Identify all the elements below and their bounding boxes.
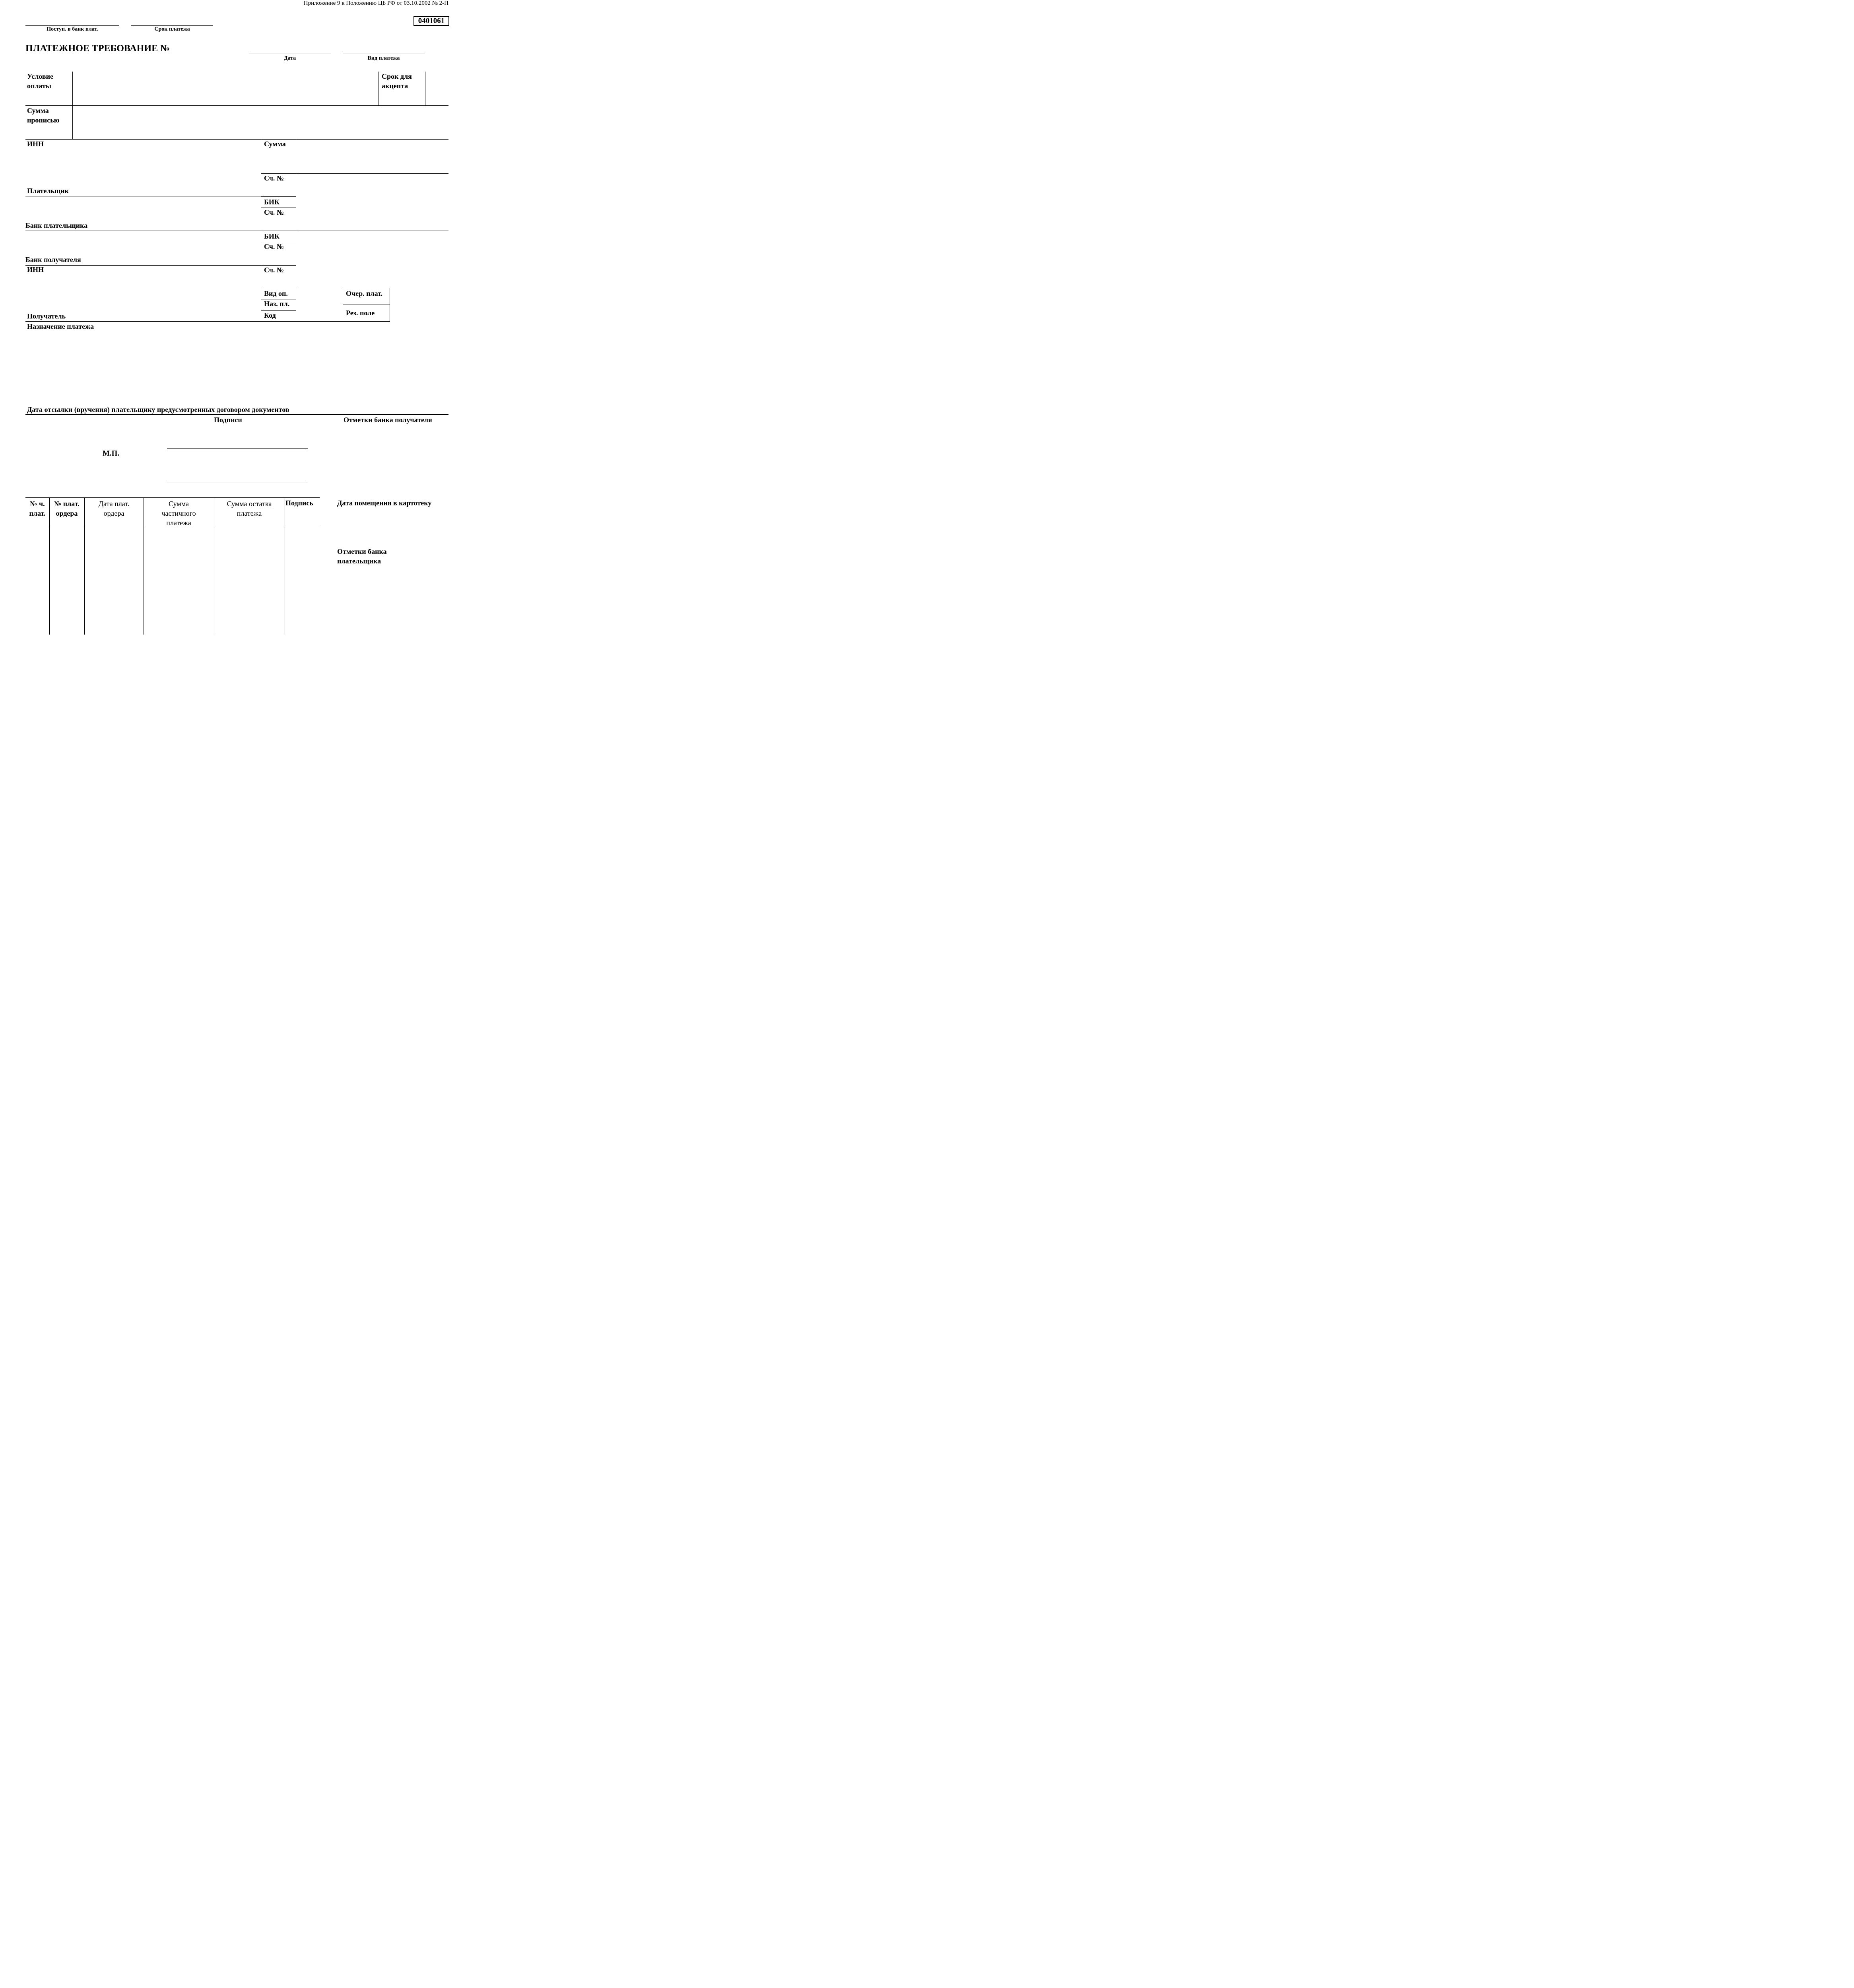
payer-account-label: Сч. № [264, 174, 284, 182]
table-header-order-number: № плат. ордера [54, 500, 80, 517]
form-title: ПЛАТЕЖНОЕ ТРЕБОВАНИЕ № [25, 43, 170, 54]
date-label: Дата [283, 55, 296, 61]
reserve-field-label: Рез. поле [346, 309, 375, 317]
table-header-part-number: № ч. плат. [29, 500, 46, 517]
priority-field[interactable] [390, 289, 448, 305]
operation-codes-field[interactable] [297, 289, 342, 321]
code-label: Код [264, 311, 276, 319]
priority-label: Очер. плат. [346, 289, 383, 297]
payment-type-label: Вид платежа [367, 55, 400, 61]
purpose-bottom-line [25, 414, 448, 415]
documents-sent-label: Дата отсылки (вручения) плательщику предусмотренных договором документов [27, 406, 289, 414]
form-code-box: 0401061 [414, 16, 449, 26]
amount-bottom-line [261, 173, 448, 174]
partial-payments-table-body[interactable] [26, 528, 319, 635]
payer-account-bottom-line [261, 196, 296, 197]
amount-in-words-field[interactable] [73, 106, 448, 139]
received-date-label: Поступ. в банк плат. [47, 26, 98, 32]
payer-bank-label: Банк плательщика [25, 221, 88, 229]
payer-account-field[interactable] [297, 174, 448, 230]
payer-bank-field[interactable] [27, 197, 260, 220]
recipient-inn-label: ИНН [27, 266, 44, 274]
acceptance-term-label: Срок для акцепта [382, 72, 412, 90]
signatures-label: Подписи [214, 416, 242, 424]
recipient-bank-marks-label: Отметки банка получателя [344, 416, 432, 424]
recipient-bank-account-label: Сч. № [264, 243, 284, 250]
table-header-order-date: Дата плат. ордера [98, 500, 130, 517]
due-date-label: Срок платежа [154, 26, 190, 32]
payer-label: Плательщик [27, 187, 69, 195]
acceptance-term-field[interactable] [426, 72, 448, 105]
recipient-bank-account-bottom-line [261, 265, 296, 266]
terms-bottom-line [25, 105, 448, 106]
payment-purpose-label: Назначение платежа [27, 322, 94, 330]
recipient-bottom-line [25, 321, 261, 322]
operation-type-label: Вид оп. [264, 289, 288, 297]
payment-condition-field[interactable] [73, 72, 378, 105]
first-signature-line[interactable] [167, 448, 308, 449]
purpose-code-bottom-line [261, 310, 296, 311]
amount-words-bottom-line [25, 139, 448, 140]
recipient-account-label: Сч. № [264, 266, 284, 274]
recipient-bank-field[interactable] [27, 232, 260, 254]
codes-bottom-line [261, 321, 390, 322]
appendix-note: Приложение 9 к Положению ЦБ РФ от 03.10.2002 № 2-П [303, 0, 448, 6]
recipient-label: Получатель [27, 312, 66, 320]
table-top-line [25, 497, 320, 498]
stamp-label: М.П. [103, 449, 120, 458]
payment-condition-label: Условие оплаты [27, 72, 53, 90]
payer-bank-bik-label: БИК [264, 198, 280, 206]
payment-purpose-code-label: Наз. пл. [264, 300, 290, 308]
recipient-bank-account-field[interactable] [297, 232, 448, 287]
amount-in-words-label: Сумма прописью [27, 107, 60, 124]
payment-purpose-field[interactable] [27, 332, 448, 404]
table-header-partial-amount: Сумма частичного платежа [161, 500, 196, 527]
recipient-bank-bik-label: БИК [264, 232, 280, 240]
recipient-bank-label: Банк получателя [25, 256, 81, 264]
payer-details-field[interactable] [48, 140, 258, 184]
recipient-details-field[interactable] [48, 266, 258, 309]
payer-bank-marks-label: Отметки банка плательщика [337, 547, 387, 565]
table-header-remaining-amount: Сумма остатка платежа [227, 500, 272, 517]
card-file-date-label: Дата помещения в картотеку [337, 499, 432, 507]
amount-label: Сумма [264, 140, 286, 148]
payment-demand-form [0, 0, 464, 635]
received-date-line [25, 25, 119, 26]
payer-bank-account-label: Сч. № [264, 208, 284, 216]
due-date-line [131, 25, 213, 26]
amount-field[interactable] [297, 140, 448, 173]
table-header-signature: Подпись [285, 499, 313, 507]
payer-inn-label: ИНН [27, 140, 44, 148]
